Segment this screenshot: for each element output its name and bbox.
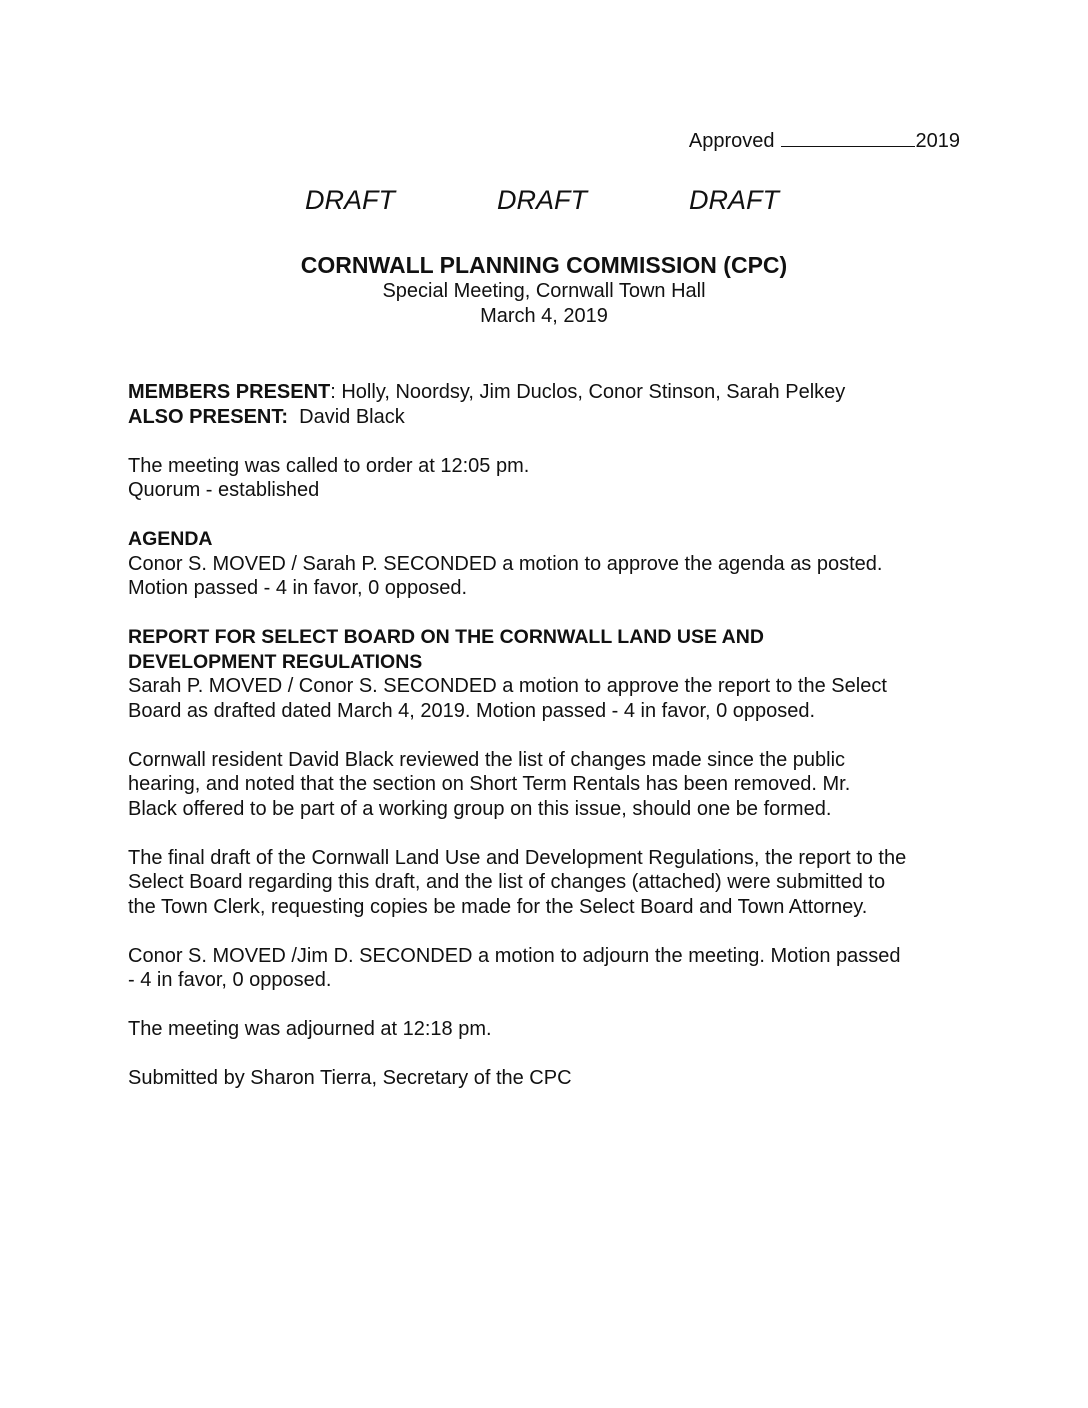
also-present-line — [128, 405, 968, 430]
approval-date-blank — [781, 128, 915, 147]
report-motion-line-2: Board as drafted dated March 4, 2019. Motion passed - 4 in favor, 0 opposed. — [128, 699, 816, 722]
report-motion-line-1: Sarah P. MOVED / Conor S. SECONDED a motion to approve the report to the Select — [128, 675, 887, 697]
agenda-section — [128, 527, 968, 601]
final-draft-line-3: the Town Clerk, requesting copies be made for the Select Board and Town Attorney. — [128, 895, 868, 918]
document-header — [0, 251, 1088, 328]
also-present-value: David Black — [299, 405, 405, 428]
david-black-line-1: Cornwall resident David Black reviewed the list of changes made since the public — [128, 748, 846, 771]
attendance-section — [128, 380, 968, 429]
quorum-status: Quorum - established — [128, 479, 320, 501]
david-black-line-3: Black offered to be part of a working group on this issue, should one be formed. — [128, 797, 832, 820]
approved-label: Approved — [688, 130, 775, 152]
agenda-heading: AGENDA — [128, 528, 213, 550]
members-present-line — [128, 380, 968, 405]
draft-mark-3: DRAFT — [689, 185, 779, 215]
agenda-result: Motion passed - 4 in favor, 0 opposed. — [128, 577, 468, 599]
draft-watermarks — [0, 184, 1088, 218]
adjourn-motion-paragraph — [128, 944, 968, 993]
members-present-label: MEMBERS PRESENT — [128, 381, 331, 403]
report-section — [128, 625, 968, 723]
agenda-motion: Conor S. MOVED / Sarah P. SECONDED a motion to approve the agenda as posted. — [128, 552, 883, 575]
meeting-date: March 4, 2019 — [480, 304, 608, 327]
also-present-label: ALSO PRESENT: — [128, 405, 289, 428]
call-to-order: The meeting was called to order at 12:05 pm. — [128, 454, 530, 477]
minutes-body — [128, 380, 968, 1115]
draft-mark-1: DRAFT — [305, 185, 395, 215]
draft-mark-2: DRAFT — [497, 185, 587, 215]
final-draft-line-2: Select Board regarding this draft, and the list of changes (attached) were submitted to — [128, 871, 886, 893]
document-title: CORNWALL PLANNING COMMISSION (CPC) — [300, 252, 788, 278]
adjourn-motion-line-1: Conor S. MOVED /Jim D. SECONDED a motion to adjourn the meeting. Motion passed — [128, 944, 901, 967]
report-heading-line-1: REPORT FOR SELECT BOARD ON THE CORNWALL LAND USE AND — [128, 626, 764, 648]
david-black-line-2: hearing, and noted that the section on Short Term Rentals has been removed. Mr. — [128, 773, 851, 795]
report-heading-line-2: DEVELOPMENT REGULATIONS — [128, 650, 423, 673]
opening-section — [128, 454, 968, 503]
final-draft-paragraph — [128, 846, 968, 920]
final-draft-line-1: The final draft of the Cornwall Land Use and Development Regulations, the report to the — [128, 846, 907, 869]
submitted-by: Submitted by Sharon Tierra, Secretary of the CPC — [128, 1067, 572, 1089]
adjourned-statement: The meeting was adjourned at 12:18 pm. — [128, 1018, 492, 1040]
approved-year: 2019 — [915, 130, 960, 152]
david-black-paragraph — [128, 748, 968, 822]
adjourn-motion-line-2: - 4 in favor, 0 opposed. — [128, 969, 332, 991]
approval-line — [689, 128, 960, 154]
meeting-subtitle: Special Meeting, Cornwall Town Hall — [382, 280, 706, 302]
members-present-value: : Holly, Noordsy, Jim Duclos, Conor Stinson, Sarah Pelkey — [330, 381, 846, 403]
